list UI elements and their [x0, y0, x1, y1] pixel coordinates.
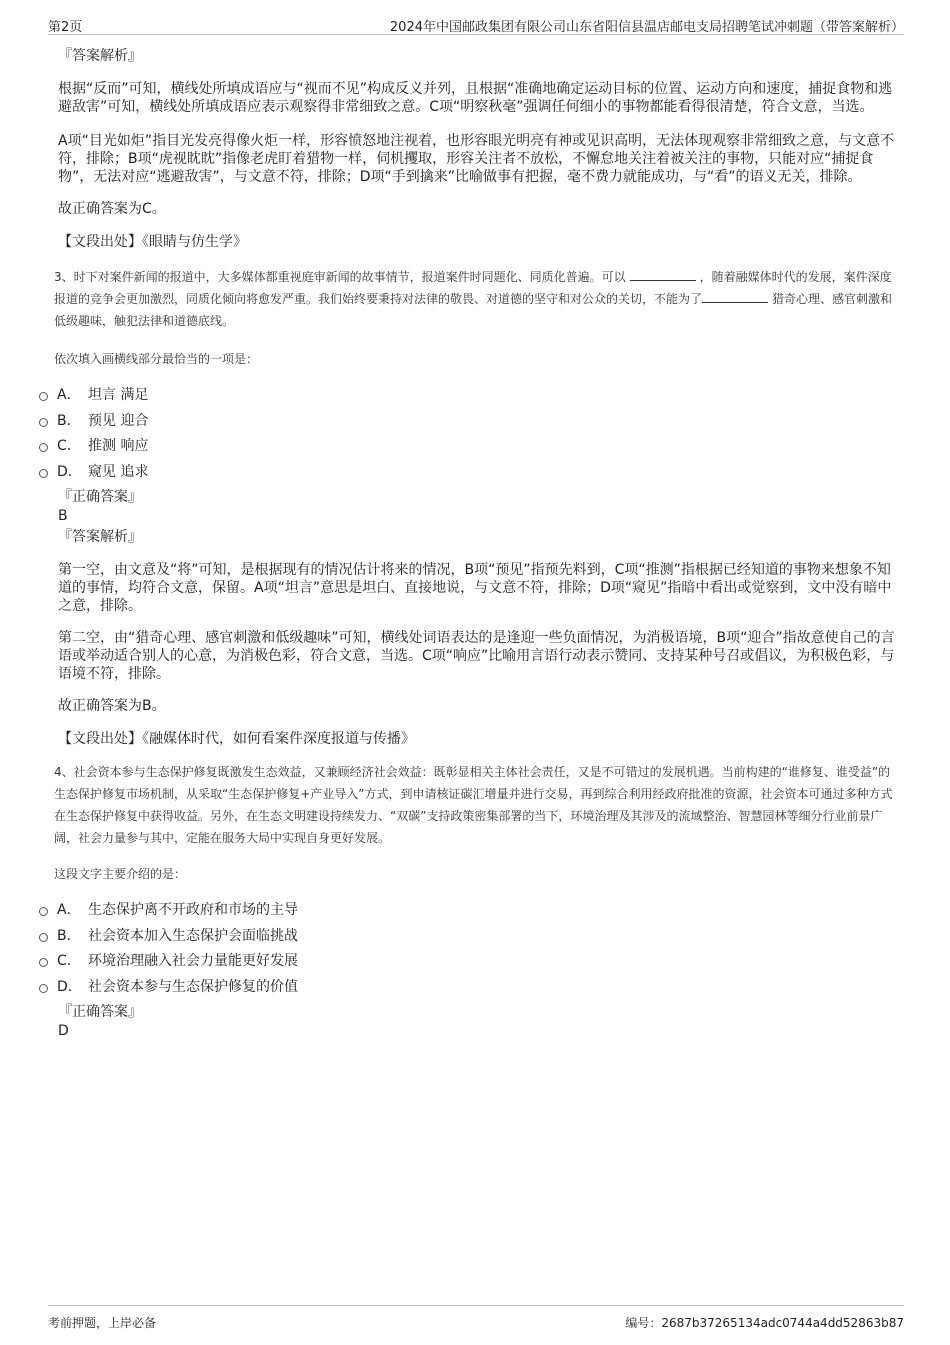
q4-option-d[interactable] [0, 977, 898, 1003]
q3-question-text [54, 266, 898, 332]
option-letter: B． [57, 412, 81, 429]
q2-analysis-paragraph-1: 根据“反而”可知，横线处所填成语应与“视而不见”构成反义并列，且根据“准确地确定运动目标的位置、运动方向和速度，捕捉食物和逃避敌害”可知，横线处所填成语应表示观察得非常细致之意。C项“明察秋毫”强调任何细小的事物都能看得很清楚，符合文意，当选。 [58, 81, 893, 115]
q3-correct-tag: 『正确答案』 [58, 489, 142, 505]
q4-option-b[interactable] [0, 926, 898, 952]
option-text: 环境治理融入社会力量能更好发展 [88, 953, 298, 969]
q4-options [0, 900, 898, 1002]
q3-conclusion: 故正确答案为B。 [58, 698, 166, 714]
radio-icon[interactable] [39, 469, 48, 478]
option-text: 推测 响应 [88, 438, 149, 454]
q3-option-a[interactable] [0, 385, 898, 411]
option-text: 预见 迎合 [88, 412, 149, 429]
radio-icon[interactable] [39, 392, 48, 401]
option-letter: C． [57, 953, 81, 969]
option-letter: D． [57, 978, 82, 995]
option-text: 窥见 追求 [88, 463, 149, 480]
q3-options [0, 385, 898, 487]
option-text: 坦言 满足 [88, 387, 149, 403]
q4-question-text: 4、社会资本参与生态保护修复既激发生态效益，又兼顾经济社会效益：既彰显相关主体社会责任，又是不可错过的发展机遇。当前构建的“谁修复、谁受益”的生态保护修复市场机制，从采取“生态保护修复+产业导入”方式，到申请核证碳汇增量并进行交易，再到综合利用经政府批准的资源，社会资本可通过多种方式在生态保护修复中获得收益。另外，在生态文明建设持续发力、“双碳”支持政策密集部署的当下，环境治理及其涉及的流域整治、智慧园林等细分行业前景广阔，社会力量参与其中，定能在服务大局中实现自身更好发展。 [54, 765, 893, 845]
option-letter: A． [57, 387, 81, 403]
q2-analysis-paragraph-2: A项“目光如炬”指目光发亮得像火炬一样，形容愤怒地注视着，也形容眼光明亮有神或见识高明，无法体现观察非常细致之意，与文意不符，排除；B项“虎视眈眈”指像老虎盯着猎物一样，伺机攫取，形容关注者不放松，不懈怠地关注着被关注的事物，只能对应“捕捉食物”，无法对应“逃避敌害”，与文意不符，排除；D项“手到擒来”比喻做事有把握，毫不费力就能成功，与“看”的语义无关，排除。 [58, 133, 895, 185]
radio-icon[interactable] [39, 418, 48, 427]
option-letter: C． [57, 438, 81, 454]
q3-option-d[interactable] [0, 462, 898, 488]
radio-icon[interactable] [39, 907, 48, 916]
q3-analysis-paragraph-2: 第二空，由“猎奇心理、感官刺激和低级趣味”可知，横线处词语表达的是逢迎一些负面情况，为消极语境，B项“迎合”指故意使自己的言语或举动适合别人的心意，为消极色彩，符合文意，当选。C项“响应”比喻用言语行动表示赞同、支持某种号召或倡议，为积极色彩，与语境不符，排除。 [58, 630, 895, 682]
option-text: 生态保护离不开政府和市场的主导 [88, 902, 298, 918]
q3-analysis-tag: 『答案解析』 [58, 529, 142, 545]
radio-icon[interactable] [39, 958, 48, 967]
option-text: 社会资本参与生态保护修复的价值 [88, 978, 298, 995]
q3-blank-2 [702, 290, 768, 303]
q3-blank-1 [630, 268, 696, 281]
q3-text-part-1: 3、时下对案件新闻的报道中，大多媒体都重视庭审新闻的故事情节，报道案件时同题化、同质化普遍。可以 [54, 270, 626, 284]
option-letter: A． [57, 902, 81, 918]
q2-source: 【文段出处】《眼睛与仿生学》 [58, 234, 247, 250]
q3-text-part-2: ，随着融媒体时代的发展，案件深度报道的竞争会更加激烈，同质化倾向将愈发严重。我们始终要秉持对法律的敬畏、对道德的坚守和对公众的关切，不能为了 [54, 270, 892, 306]
page-content [54, 46, 898, 1040]
document-title: 2024年中国邮政集团有限公司山东省阳信县温店邮电支局招聘笔试冲刺题（带答案解析） [389, 20, 904, 35]
radio-icon[interactable] [39, 443, 48, 452]
q3-option-b[interactable] [0, 411, 898, 437]
q4-correct-tag: 『正确答案』 [58, 1004, 142, 1020]
page-header [48, 14, 904, 35]
q3-source: 【文段出处】《融媒体时代，如何看案件深度报道与传播》 [58, 731, 415, 747]
footer-serial-number: 编号：2687b37265134adc0744a4dd52863b87 [625, 1316, 904, 1330]
option-letter: D． [57, 463, 82, 480]
q2-analysis-tag: 『答案解析』 [58, 48, 142, 64]
q4-option-c[interactable] [0, 951, 898, 977]
q3-text-part-3: 猎奇心理、感官刺激和低级趣味，触犯法律和道德底线。 [54, 292, 893, 328]
option-text: 社会资本加入生态保护会面临挑战 [88, 927, 298, 944]
page-footer [48, 1305, 904, 1330]
q3-prompt: 依次填入画横线部分最恰当的一项是： [54, 352, 259, 366]
page-number: 第2页 [48, 20, 83, 35]
q3-analysis-paragraph-1: 第一空，由文意及“将”可知，是根据现有的情况估计将来的情况，B项“预见”指预先料到，C项“推测”指根据已经知道的事物来想象不知道的事情，均符合文意，保留。A项“坦言”意思是坦白、直接地说，与文意不符，排除；D项“窥见”指暗中看出或觉察到，文中没有暗中之意，排除。 [58, 562, 892, 614]
q4-correct-answer: D [58, 1023, 69, 1039]
footer-slogan: 考前押题，上岸必备 [48, 1316, 157, 1330]
q3-option-c[interactable] [0, 436, 898, 462]
q3-correct-answer: B [58, 508, 68, 524]
q2-conclusion: 故正确答案为C。 [58, 201, 166, 217]
radio-icon[interactable] [39, 984, 48, 993]
q4-option-a[interactable] [0, 900, 898, 926]
option-letter: B． [57, 927, 81, 944]
radio-icon[interactable] [39, 933, 48, 942]
q4-prompt: 这段文字主要介绍的是： [54, 867, 187, 881]
